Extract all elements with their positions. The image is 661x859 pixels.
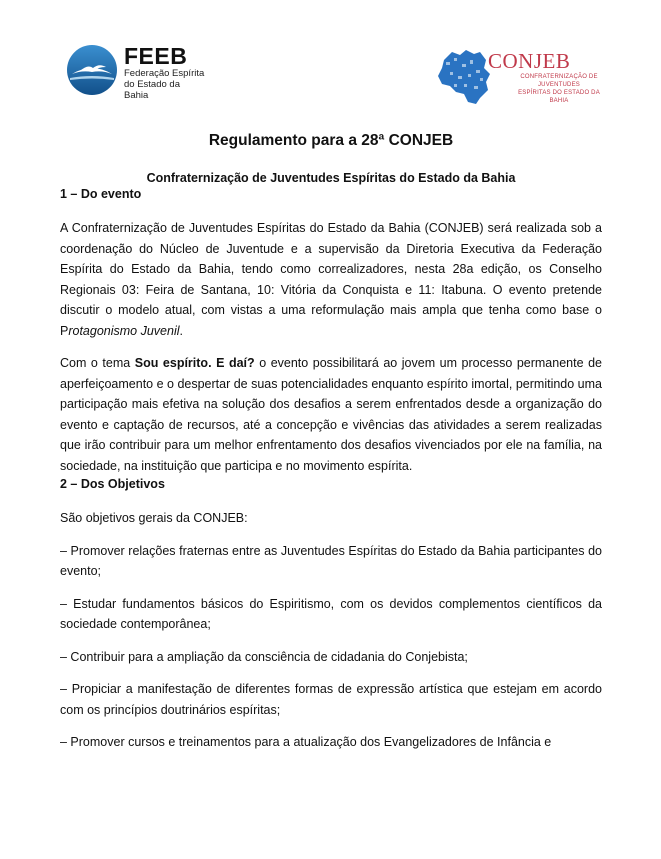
document-subtitle: Confraternização de Juventudes Espíritas do Estado da Bahia [146, 171, 516, 185]
feeb-name: FEEB [124, 43, 188, 69]
conjeb-tagline-line1: CONFRATERNIZAÇÃO DE JUVENTUDES [520, 74, 598, 88]
document-title: Regulamento para a 28ª CONJEB [208, 132, 454, 149]
paragraph-event-description [60, 218, 602, 341]
conjeb-name: CONJEB [488, 49, 571, 73]
conjeb-logo [436, 46, 606, 106]
paragraph-event-text-b: . O evento pretende discutir o modelo atual, com vistas a uma reformulação mais ampla que tenha como base o P [60, 282, 602, 338]
list-item: – Promover relações fraternas entre as Juventudes Espíritas do Estado da Bahia participantes do evento; [60, 543, 602, 578]
conjeb-tagline-line2: ESPÍRITAS DO ESTADO DA BAHIA [518, 90, 600, 104]
conjeb-tagline [510, 73, 608, 105]
section-heading-objectives: 2 – Dos Objetivos [60, 477, 165, 491]
list-item: – Contribuir para a ampliação da consciência de cidadania do Conjebista; [60, 649, 468, 664]
feeb-emblem-icon [66, 44, 118, 96]
paragraph-theme-text-b: o evento possibilitará ao jovem um processo permanente de aperfeiçoamento e o despertar de suas potencialidades enquanto espírito imortal, permitindo uma participação mais efetiva na solução dos desafios a serem enfrentados desde a organização do evento e captação de recursos, até a concepção e vivências das atividades a serem realizadas que irão contribuir para um melhor enfrentamento dos desafios vivenciados por ele na família, na sociedade, na instituição que participa e no movimento espírita. [60, 356, 602, 473]
paragraph-event-text-c: . [179, 323, 183, 338]
paragraph-event-text-a: A Confraternização de Juventudes Espíritas do Estado da Bahia (CONJEB) será realizada sob a coordenação do Núcleo de Juventude e a supervisão da Diretoria Executiva da Federação Espírita do Estado da Bahia, tendo como correalizadores, nesta 28a edição, os Conselho Regionais 03: Feira de Santana, 10: Vitória da Conquista e 11: Itabuna [60, 221, 602, 297]
paragraph-event-theme [60, 353, 602, 476]
paragraph-theme-text-a: Com o tema [60, 356, 135, 370]
section-heading-event: 1 – Do evento [60, 187, 142, 201]
paragraph-event-emphasis: rotagonismo Juvenil [68, 323, 180, 338]
paragraph-theme-strong: Sou espírito. E daí? [134, 356, 255, 370]
feeb-subtitle-line1: Federação Espírita [124, 68, 205, 79]
feeb-subtitle-line2: do Estado da Bahia [124, 79, 180, 101]
list-item: – Promover cursos e treinamentos para a atualização dos Evangelizadores de Infância e [60, 735, 552, 749]
list-item: – Propiciar a manifestação de diferentes formas de expressão artística que estejam em acordo com os princípios doutrinários espíritas; [60, 682, 602, 717]
objectives-intro: São objetivos gerais da CONJEB: [60, 511, 248, 525]
list-item: – Estudar fundamentos básicos do Espiritismo, com os devidos complementos científicos da sociedade contemporânea; [60, 596, 602, 631]
feeb-logo [66, 43, 206, 101]
document-body [60, 131, 602, 753]
bahia-map-icon [436, 46, 492, 106]
